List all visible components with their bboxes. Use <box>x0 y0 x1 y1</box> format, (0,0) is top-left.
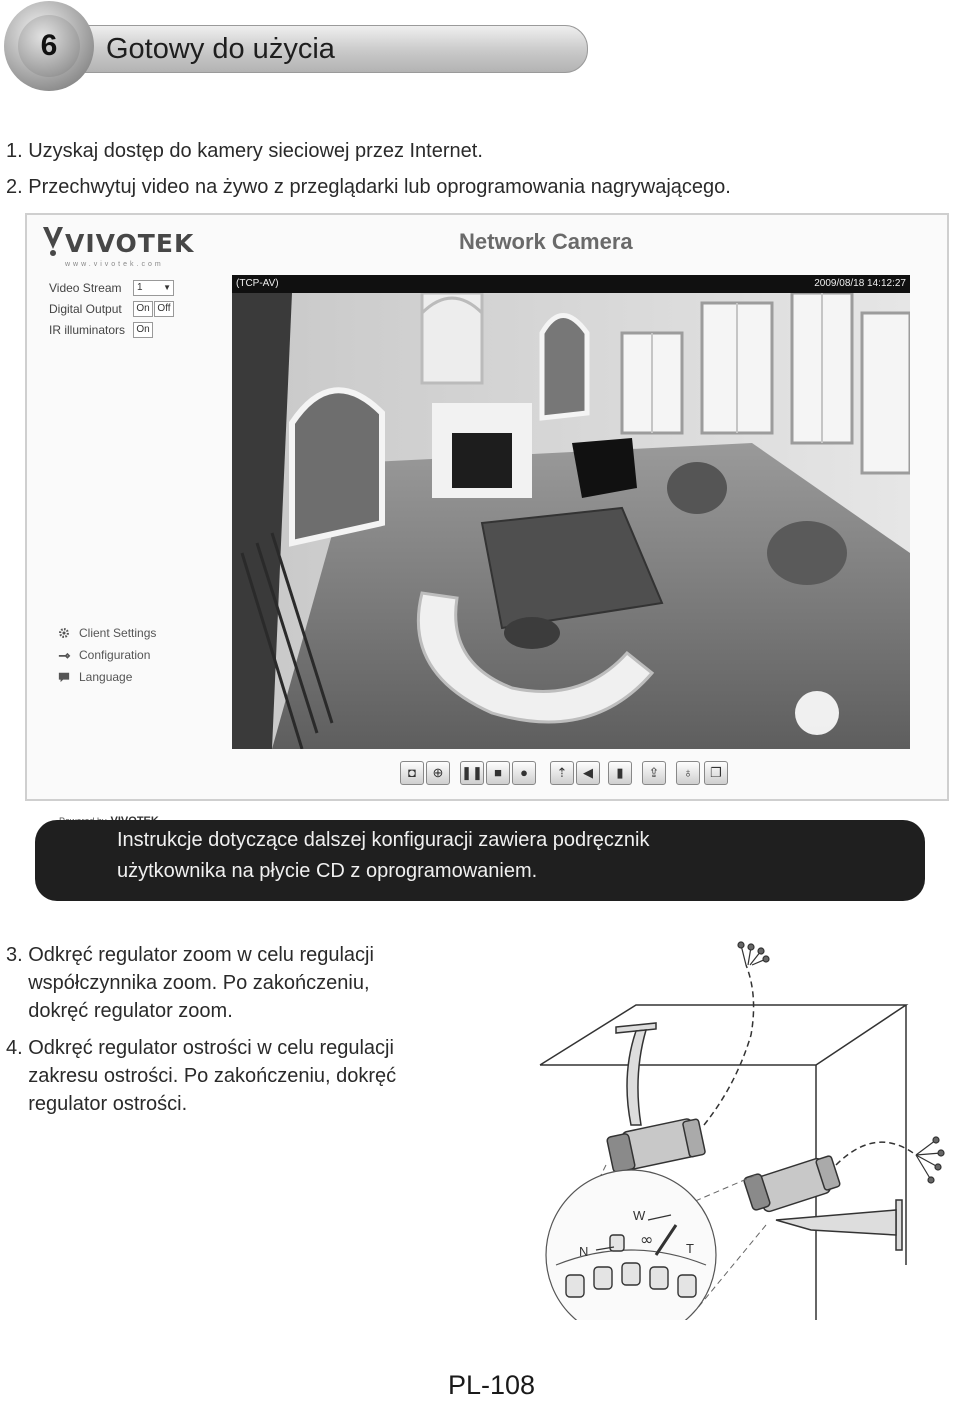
digital-output-label: Digital Output <box>49 302 122 316</box>
logo-url: www.vivotek.com <box>65 261 164 268</box>
step-3-line-3: dokręć regulator zoom. <box>6 1000 233 1022</box>
step-2-text: 2. Przechwytuj video na żywo z przeglądarki lub oprogramowania nagrywającego. <box>6 176 731 198</box>
menu-label: Configuration <box>79 648 151 662</box>
video-stream-select[interactable] <box>133 280 174 296</box>
camera-icon[interactable]: ◘ <box>400 761 424 785</box>
camera-installation-illustration <box>536 935 956 1320</box>
page-number: PL-108 <box>448 1370 536 1400</box>
menu-language[interactable] <box>57 670 132 684</box>
ir-illuminators-label: IR illuminators <box>49 323 126 337</box>
menu-configuration[interactable] <box>57 648 150 662</box>
note-line-2: użytkownika na płycie CD z oprogramowaniem. <box>117 860 538 882</box>
digital-output-off-button[interactable]: Off <box>154 301 174 317</box>
live-video-view[interactable] <box>232 275 910 749</box>
chevron-down-icon: ▼ <box>163 283 171 292</box>
video-mode-label: (TCP-AV) <box>236 278 279 289</box>
menu-label: Language <box>79 670 133 684</box>
step-1-text: 1. Uzyskaj dostęp do kamery sieciowej przez Internet. <box>6 140 483 162</box>
logo-mark-icon <box>41 225 67 259</box>
pause-icon[interactable]: ❚❚ <box>460 761 484 785</box>
stop-icon[interactable]: ■ <box>486 761 510 785</box>
logo-text: VIVOTEK <box>65 229 195 258</box>
speaker-icon[interactable]: ◀ <box>576 761 600 785</box>
video-status-bar <box>232 275 910 293</box>
step-number: 6 <box>18 15 80 77</box>
dial-label-wide: W <box>633 1208 646 1223</box>
record-icon[interactable]: ● <box>512 761 536 785</box>
note-line-1: Instrukcje dotyczące dalszej konfiguracji zawiera podręcznik <box>117 829 650 851</box>
gear-icon <box>57 627 71 639</box>
video-timestamp: 2009/08/18 14:12:27 <box>814 278 906 289</box>
step-4-line-2: zakresu ostrości. Po zakończeniu, dokręć <box>6 1065 397 1087</box>
section-title: Gotowy do użycia <box>106 33 335 65</box>
dial-label-infinity: ∞ <box>640 1230 654 1249</box>
dial-label-near: N <box>579 1244 589 1259</box>
step-4-line-1: 4. Odkręć regulator ostrości w celu regulacji <box>6 1037 394 1059</box>
export-icon[interactable]: ⇪ <box>642 761 666 785</box>
door-icon[interactable]: ▮ <box>608 761 632 785</box>
menu-client-settings[interactable] <box>57 626 156 640</box>
microphone-icon[interactable]: ♁ <box>676 761 700 785</box>
digital-output-on-button[interactable]: On <box>133 301 153 317</box>
window-icon[interactable]: ❐ <box>704 761 728 785</box>
sidebar <box>27 263 217 797</box>
video-stream-label: Video Stream <box>49 281 122 295</box>
upload-icon[interactable]: ⇡ <box>550 761 574 785</box>
camera-web-ui-screenshot <box>25 213 949 801</box>
product-title: Network Camera <box>459 229 633 254</box>
speech-bubble-icon <box>57 671 71 683</box>
step-3-line-1: 3. Odkręć regulator zoom w celu regulacji <box>6 944 374 966</box>
menu-label: Client Settings <box>79 626 157 640</box>
dial-label-tele: T <box>686 1241 694 1256</box>
note-box <box>35 820 925 901</box>
step-3-line-2: współczynnika zoom. Po zakończeniu, <box>6 972 370 994</box>
step-4-line-3: regulator ostrości. <box>6 1093 188 1115</box>
live-video-image <box>232 293 910 749</box>
ir-illuminators-on-button[interactable]: On <box>133 322 153 338</box>
zoom-icon[interactable]: ⊕ <box>426 761 450 785</box>
wrench-icon <box>57 649 71 661</box>
step-number-badge <box>4 1 94 91</box>
video-stream-value: 1 <box>137 282 143 293</box>
